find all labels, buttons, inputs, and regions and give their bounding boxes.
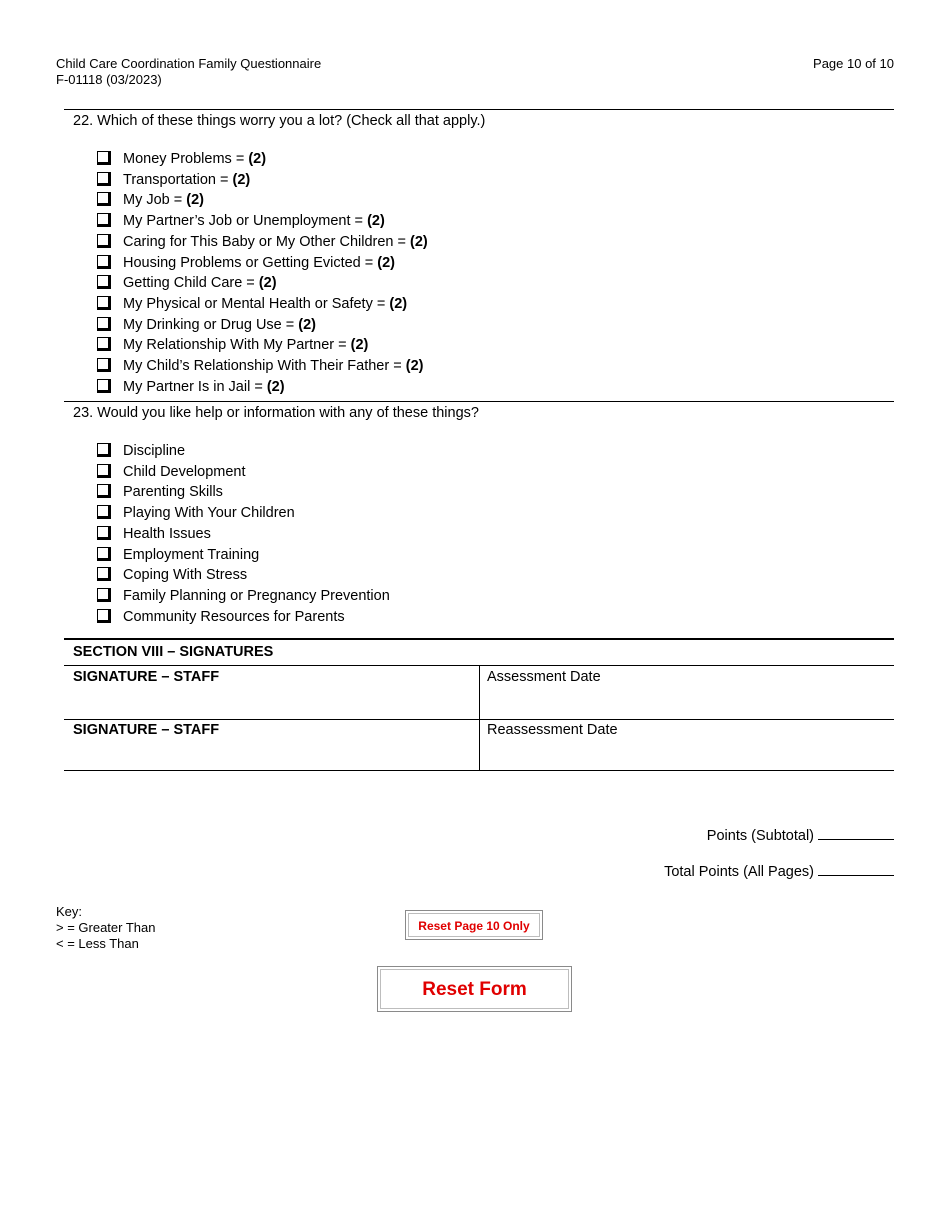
question-23-options: Discipline Child Development Parenting Skills Playing With Your Children Health Issues Employment Training Coping With Stress Family Planning or Pregnancy Prevention Community Resources for Parents bbox=[97, 442, 597, 632]
form-number: F-01118 (03/2023) bbox=[56, 72, 162, 87]
page-number: Page 10 of 10 bbox=[813, 56, 894, 71]
section-divider bbox=[64, 638, 894, 640]
reassessment-date-field[interactable] bbox=[480, 720, 894, 770]
checkbox[interactable] bbox=[97, 567, 111, 581]
reset-page-button[interactable]: Reset Page 10 Only bbox=[405, 910, 543, 940]
key-greater-than: > = Greater Than bbox=[56, 920, 156, 935]
checkbox[interactable] bbox=[97, 358, 111, 372]
reset-form-button[interactable]: Reset Form bbox=[377, 966, 572, 1012]
signature-bottom-divider bbox=[64, 770, 894, 771]
checkbox[interactable] bbox=[97, 337, 111, 351]
checkbox[interactable] bbox=[97, 443, 111, 457]
question-22-title: 22. Which of these things worry you a lot? (Check all that apply.) bbox=[73, 113, 486, 129]
checkbox[interactable] bbox=[97, 213, 111, 227]
checkbox[interactable] bbox=[97, 484, 111, 498]
section-title: SECTION VIII – SIGNATURES bbox=[73, 644, 274, 660]
checkbox[interactable] bbox=[97, 464, 111, 478]
key-legend bbox=[56, 904, 156, 952]
points-subtotal bbox=[707, 825, 894, 844]
checkbox[interactable] bbox=[97, 317, 111, 331]
signature-staff-label-2: SIGNATURE – STAFF bbox=[73, 722, 220, 738]
checkbox[interactable] bbox=[97, 609, 111, 623]
question-23-title: 23. Would you like help or information with any of these things? bbox=[73, 405, 479, 421]
assessment-date-label: Assessment Date bbox=[487, 669, 601, 685]
question-22-options: Money Problems = (2) Transportation = (2) My Job = (2) My Partner’s Job or Unemployment = (2) Caring for This Baby or My Other Children = (2) Housing Problems or Getting Evicted = (2) Getting Child Care = (2) My Physical or Mental Health or Safety = (2) My Drinking or Drug Use = (2) My Relationship With My Partner = (2) My Child’s Relationship With Their Father = (2) My Partner Is in Jail = (2) bbox=[97, 150, 597, 400]
checkbox[interactable] bbox=[97, 172, 111, 186]
key-title: Key: bbox=[56, 904, 83, 919]
checkbox[interactable] bbox=[97, 275, 111, 289]
signature-staff-label-1: SIGNATURE – STAFF bbox=[73, 669, 220, 685]
question-divider bbox=[64, 401, 894, 402]
checkbox[interactable] bbox=[97, 234, 111, 248]
reassessment-date-label: Reassessment Date bbox=[487, 722, 618, 738]
checkbox[interactable] bbox=[97, 255, 111, 269]
points-total bbox=[664, 861, 894, 880]
signature-staff-field-2[interactable] bbox=[64, 720, 479, 770]
points-subtotal-field[interactable] bbox=[818, 825, 894, 840]
checkbox[interactable] bbox=[97, 296, 111, 310]
header-divider bbox=[64, 109, 894, 110]
signature-staff-field-1[interactable] bbox=[64, 666, 479, 719]
key-less-than: < = Less Than bbox=[56, 936, 139, 951]
checkbox[interactable] bbox=[97, 526, 111, 540]
checkbox[interactable] bbox=[97, 505, 111, 519]
checkbox[interactable] bbox=[97, 151, 111, 165]
points-total-field[interactable] bbox=[818, 861, 894, 876]
points-subtotal-label: Points (Subtotal) bbox=[706, 828, 814, 844]
checkbox[interactable] bbox=[97, 192, 111, 206]
form-title: Child Care Coordination Family Questionnaire bbox=[56, 56, 322, 71]
signature-column-divider bbox=[479, 666, 480, 770]
assessment-date-field[interactable] bbox=[480, 666, 894, 719]
form-header bbox=[56, 56, 321, 88]
checkbox[interactable] bbox=[97, 588, 111, 602]
checkbox[interactable] bbox=[97, 547, 111, 561]
points-total-label: Total Points (All Pages) bbox=[664, 864, 814, 880]
checkbox[interactable] bbox=[97, 379, 111, 393]
